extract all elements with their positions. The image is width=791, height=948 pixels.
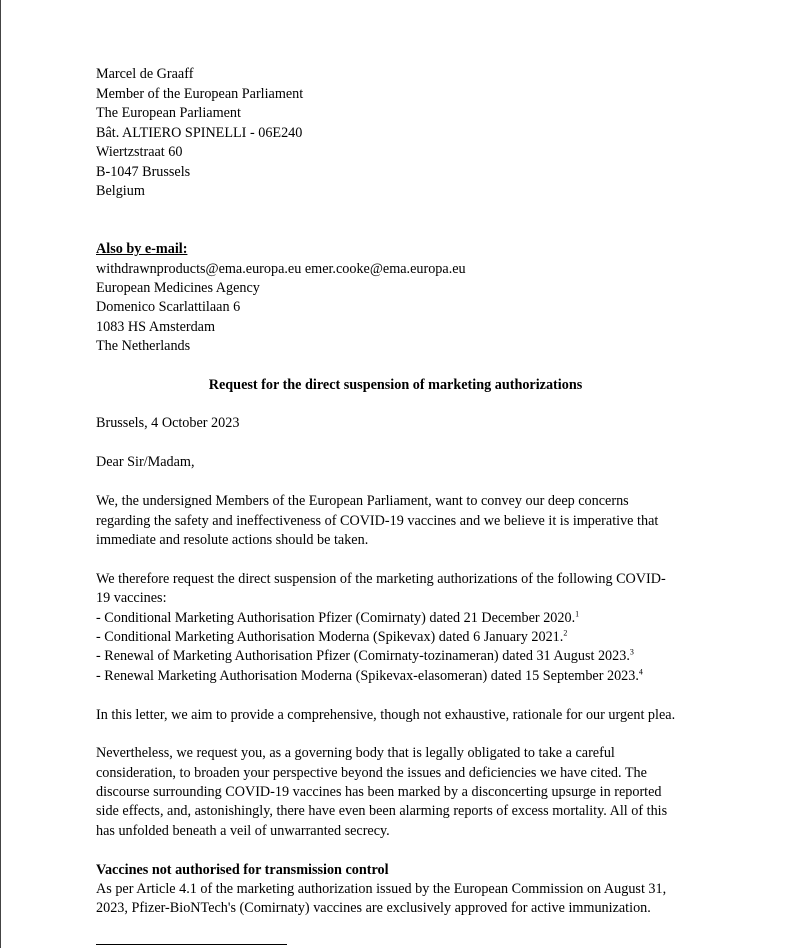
paragraph-1-line: regarding the safety and ineffectiveness of COVID-19 vaccines and we believe it is imperative that xyxy=(96,513,659,529)
paragraph-1-line: We, the undersigned Members of the European Parliament, want to convey our deep concerns xyxy=(96,493,629,509)
footnote-separator xyxy=(96,944,287,945)
sender-name: Marcel de Graaff xyxy=(96,66,194,82)
place-date: Brussels, 4 October 2023 xyxy=(96,415,240,431)
footnote-ref[interactable]: 1 xyxy=(575,609,580,619)
paragraph-4-line: consideration, to broaden your perspective beyond the issues and deficiencies we have cited. The xyxy=(96,765,647,781)
paragraph-1-line: immediate and resolute actions should be taken. xyxy=(96,532,369,548)
authorization-text: - Renewal of Marketing Authorisation Pfizer (Comirnaty-tozinameran) dated 31 August 2023. xyxy=(96,648,630,664)
paragraph-2-line: We therefore request the direct suspension of the marketing authorizations of the following COVID- xyxy=(96,571,666,587)
footnote-ref[interactable]: 2 xyxy=(563,628,568,638)
paragraph-4-line: Nevertheless, we request you, as a governing body that is legally obligated to take a careful xyxy=(96,745,615,761)
paragraph-2-line: 19 vaccines: xyxy=(96,590,167,606)
footnote-ref[interactable]: 3 xyxy=(629,647,634,657)
authorization-item xyxy=(96,667,643,687)
page-left-border xyxy=(0,0,1,948)
paragraph-4-line: has unfolded beneath a veil of unwarranted secrecy. xyxy=(96,823,390,839)
paragraph-4-line: side effects, and, astonishingly, there have even been alarming reports of excess mortality. All of this xyxy=(96,803,668,819)
paragraph-4-line: discourse surrounding COVID-19 vaccines has been marked by a disconcerting upsurge in reported xyxy=(96,784,662,800)
footnote-ref[interactable]: 4 xyxy=(638,667,643,677)
authorization-text: - Renewal Marketing Authorisation Moderna (Spikevax-elasomeran) dated 15 September 2023. xyxy=(96,668,639,684)
authorization-text: - Conditional Marketing Authorisation Pfizer (Comirnaty) dated 21 December 2020. xyxy=(96,610,576,626)
recipient-agency: European Medicines Agency xyxy=(96,280,260,296)
authorization-text: - Conditional Marketing Authorisation Moderna (Spikevax) dated 6 January 2021. xyxy=(96,629,564,645)
sender-city: B-1047 Brussels xyxy=(96,164,191,180)
authorization-item xyxy=(96,628,567,648)
recipient-city: 1083 HS Amsterdam xyxy=(96,319,216,335)
letter-title: Request for the direct suspension of marketing authorizations xyxy=(208,377,583,393)
sender-building: Bât. ALTIERO SPINELLI - 06E240 xyxy=(96,125,303,141)
recipient-emails: withdrawnproducts@ema.europa.eu emer.cooke@ema.europa.eu xyxy=(96,261,466,277)
paragraph-5-line: As per Article 4.1 of the marketing authorization issued by the European Commission on August 31, xyxy=(96,881,667,897)
sender-role: Member of the European Parliament xyxy=(96,86,304,102)
paragraph-5-line: 2023, Pfizer-BioNTech's (Comirnaty) vaccines are exclusively approved for active immunization. xyxy=(96,900,651,916)
sender-street: Wiertzstraat 60 xyxy=(96,144,183,160)
authorization-item xyxy=(96,647,634,667)
sender-country: Belgium xyxy=(96,183,145,199)
also-by-email-label: Also by e-mail: xyxy=(96,241,188,257)
recipient-country: The Netherlands xyxy=(96,338,191,354)
section-heading: Vaccines not authorised for transmission control xyxy=(96,862,389,878)
authorization-item xyxy=(96,609,579,629)
recipient-street: Domenico Scarlattilaan 6 xyxy=(96,299,241,315)
salutation: Dear Sir/Madam, xyxy=(96,454,195,470)
paragraph-3: In this letter, we aim to provide a comprehensive, though not exhaustive, rationale for our urgent plea. xyxy=(96,707,676,723)
sender-institution: The European Parliament xyxy=(96,105,241,121)
